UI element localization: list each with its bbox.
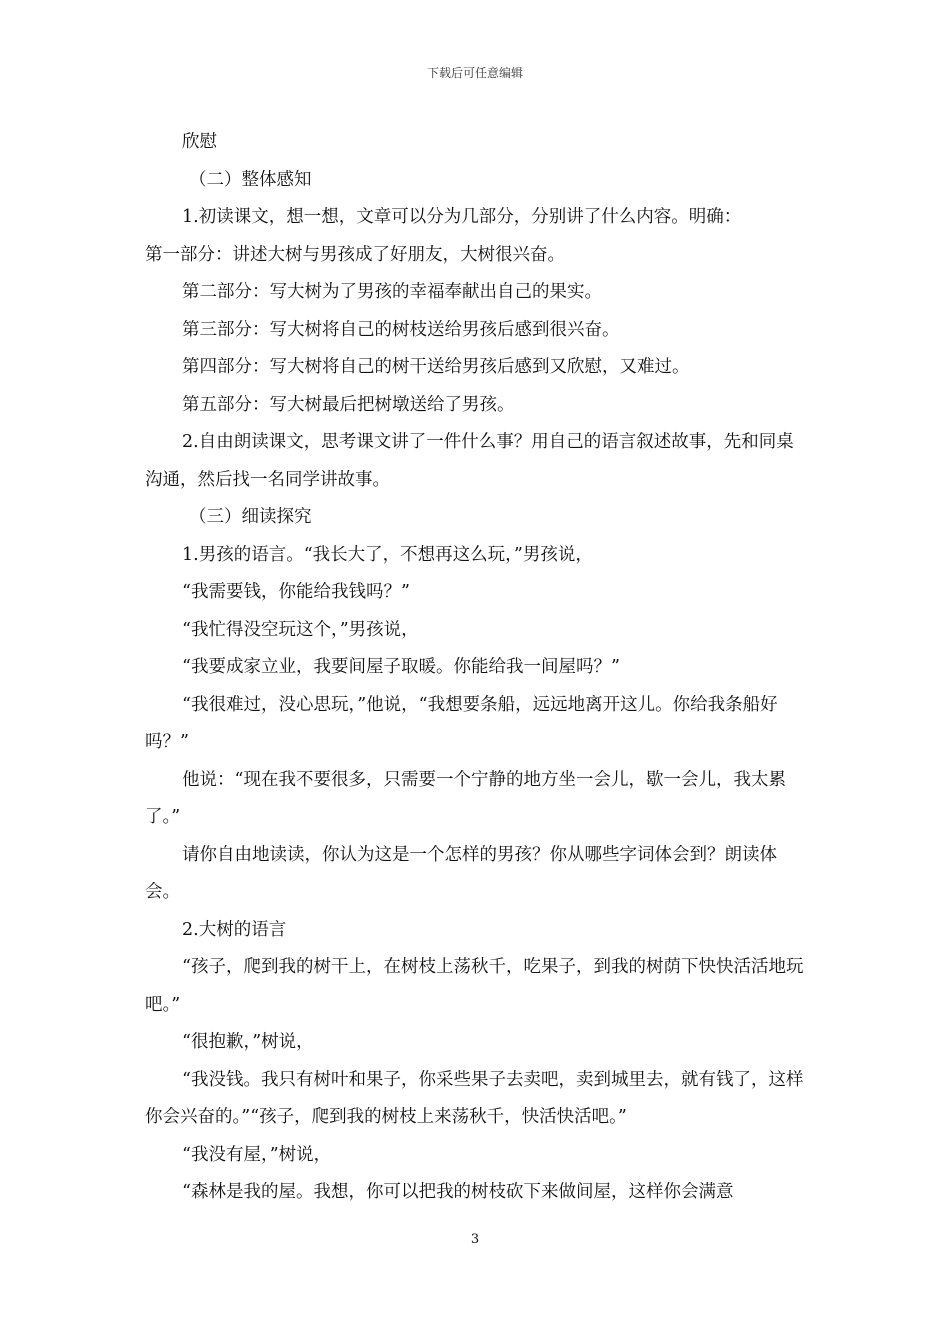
paragraph: “我要成家立业，我要间屋子取暖。你能给我一间屋吗？” bbox=[182, 657, 620, 677]
paragraph: 欣慰 bbox=[182, 132, 217, 152]
paragraph: 2.自由朗读课文，思考课文讲了一件什么事？用自己的语言叙述故事，先和同桌沟通，然后找一名同学讲故事。 bbox=[145, 432, 794, 490]
paragraph: 他说：“现在我不要很多，只需要一个宁静的地方坐一会儿，歇一会儿，我太累了。” bbox=[145, 769, 786, 827]
paragraph: “我没钱。我只有树叶和果子，你采些果子去卖吧，卖到城里去，就有钱了，这样你会兴奋的。”“孩子，爬到我的树枝上来荡秋千，快活快活吧。” bbox=[145, 1069, 804, 1127]
paragraph: 第二部分：写大树为了男孩的幸福奉献出自己的果实。 bbox=[182, 282, 602, 302]
paragraph: “孩子，爬到我的树干上，在树枝上荡秋千，吃果子，到我的树荫下快快活活地玩吧。” bbox=[145, 957, 804, 1015]
paragraph: “很抱歉，”树说， bbox=[182, 1032, 314, 1052]
paragraph: 请你自由地读读，你认为这是一个怎样的男孩？你从哪些字词体会到？朗读体会。 bbox=[145, 844, 777, 902]
page-number: 3 bbox=[470, 1232, 480, 1247]
paragraph: 1.初读课文，想一想，文章可以分为几部分，分别讲了什么内容。明确： bbox=[182, 207, 742, 227]
paragraph: “我需要钱，你能给我钱吗？” bbox=[182, 582, 410, 602]
paragraph: “我没有屋，”树说， bbox=[182, 1144, 332, 1165]
page-header: 下载后可任意编辑 bbox=[426, 66, 523, 80]
paragraph: “我忙得没空玩这个，”男孩说， bbox=[182, 619, 419, 640]
paragraph: 第四部分：写大树将自己的树干送给男孩后感到又欣慰，又难过。 bbox=[182, 357, 690, 377]
section-heading: （三）细读探究 bbox=[189, 507, 312, 527]
paragraph: “我很难过，没心思玩，”他说，“我想要条船，远远地离开这儿。你给我条船好吗？” bbox=[145, 694, 778, 752]
paragraph: 第五部分：写大树最后把树墩送给了男孩。 bbox=[182, 394, 515, 415]
paragraph: 第一部分：讲述大树与男孩成了好朋友，大树很兴奋。 bbox=[145, 244, 565, 265]
section-heading: （二）整体感知 bbox=[189, 169, 312, 190]
paragraph: 2.大树的语言 bbox=[182, 919, 287, 940]
paragraph: 第三部分：写大树将自己的树枝送给男孩后感到很兴奋。 bbox=[182, 319, 620, 340]
document-body bbox=[145, 124, 807, 1212]
paragraph: “森林是我的屋。我想，你可以把我的树枝砍下来做间屋，这样你会满意 bbox=[182, 1182, 734, 1202]
paragraph: 1.男孩的语言。“我长大了，不想再这么玩，”男孩说， bbox=[182, 544, 593, 565]
